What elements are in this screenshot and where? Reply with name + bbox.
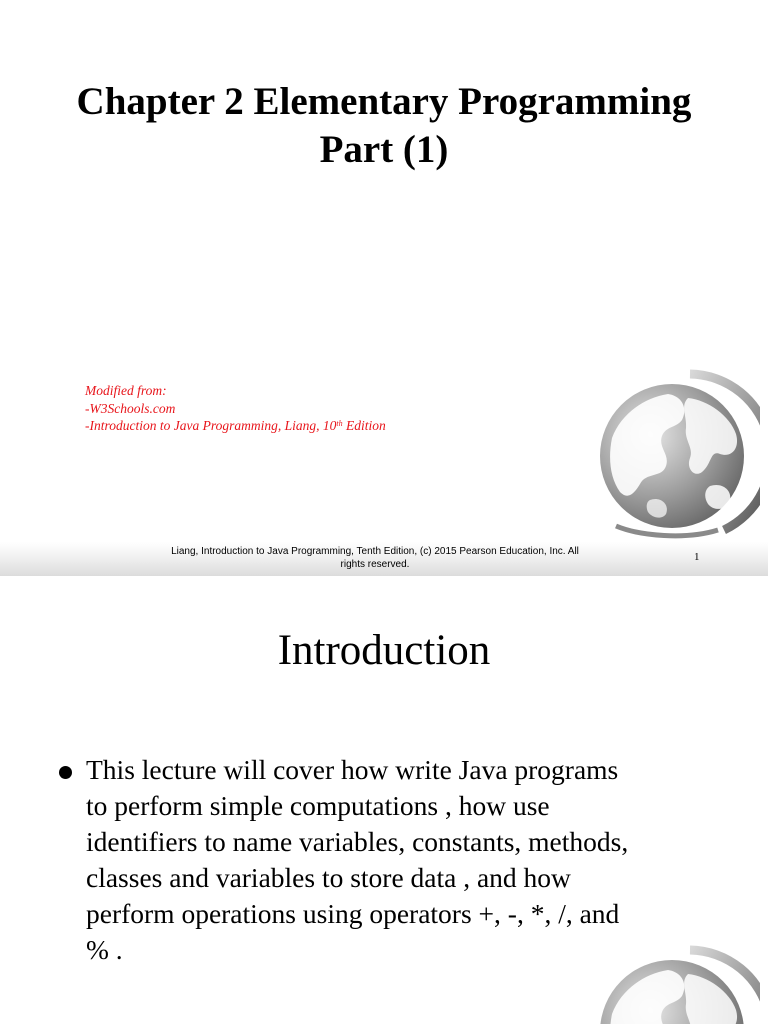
title-line: Chapter 2 Elementary Programming <box>76 80 692 123</box>
credits-line <box>85 417 545 435</box>
footer-line: Liang, Introduction to Java Programming, Tenth Edition, (c) 2015 Pearson Education, Inc. All <box>171 546 579 557</box>
credits-superscript: th <box>336 419 343 428</box>
bullet-line: perform operations using operators +, -, *, /, and <box>86 898 620 929</box>
globe-icon <box>590 368 760 564</box>
credits-line: Modified from: <box>85 383 167 398</box>
introduction-slide <box>0 576 768 1024</box>
slide-title <box>0 78 768 174</box>
bullet-line: classes and variables to store data , and how <box>86 862 571 893</box>
footer-copyright <box>150 545 600 571</box>
bullet-line: This lecture will cover how write Java programs <box>86 754 619 785</box>
credits-block <box>85 382 545 435</box>
footer-line: rights reserved. <box>340 559 410 570</box>
bullet-line: identifiers to name variables, constants, methods, <box>86 826 629 857</box>
slide-title: Introduction <box>277 627 491 674</box>
credits-text: -Introduction to Java Programming, Liang, 10 <box>85 418 337 433</box>
globe-icon <box>590 944 760 1024</box>
bullet-line: to perform simple computations , how use <box>86 790 550 821</box>
bullet-item <box>56 752 696 968</box>
credits-text: Edition <box>342 418 386 433</box>
page-number: 1 <box>694 551 700 563</box>
title-line: Part (1) <box>319 128 449 171</box>
bullet-icon <box>59 766 72 779</box>
credits-line: -W3Schools.com <box>85 400 176 416</box>
bullet-line: % . <box>86 934 123 965</box>
bullet-list <box>56 752 696 968</box>
